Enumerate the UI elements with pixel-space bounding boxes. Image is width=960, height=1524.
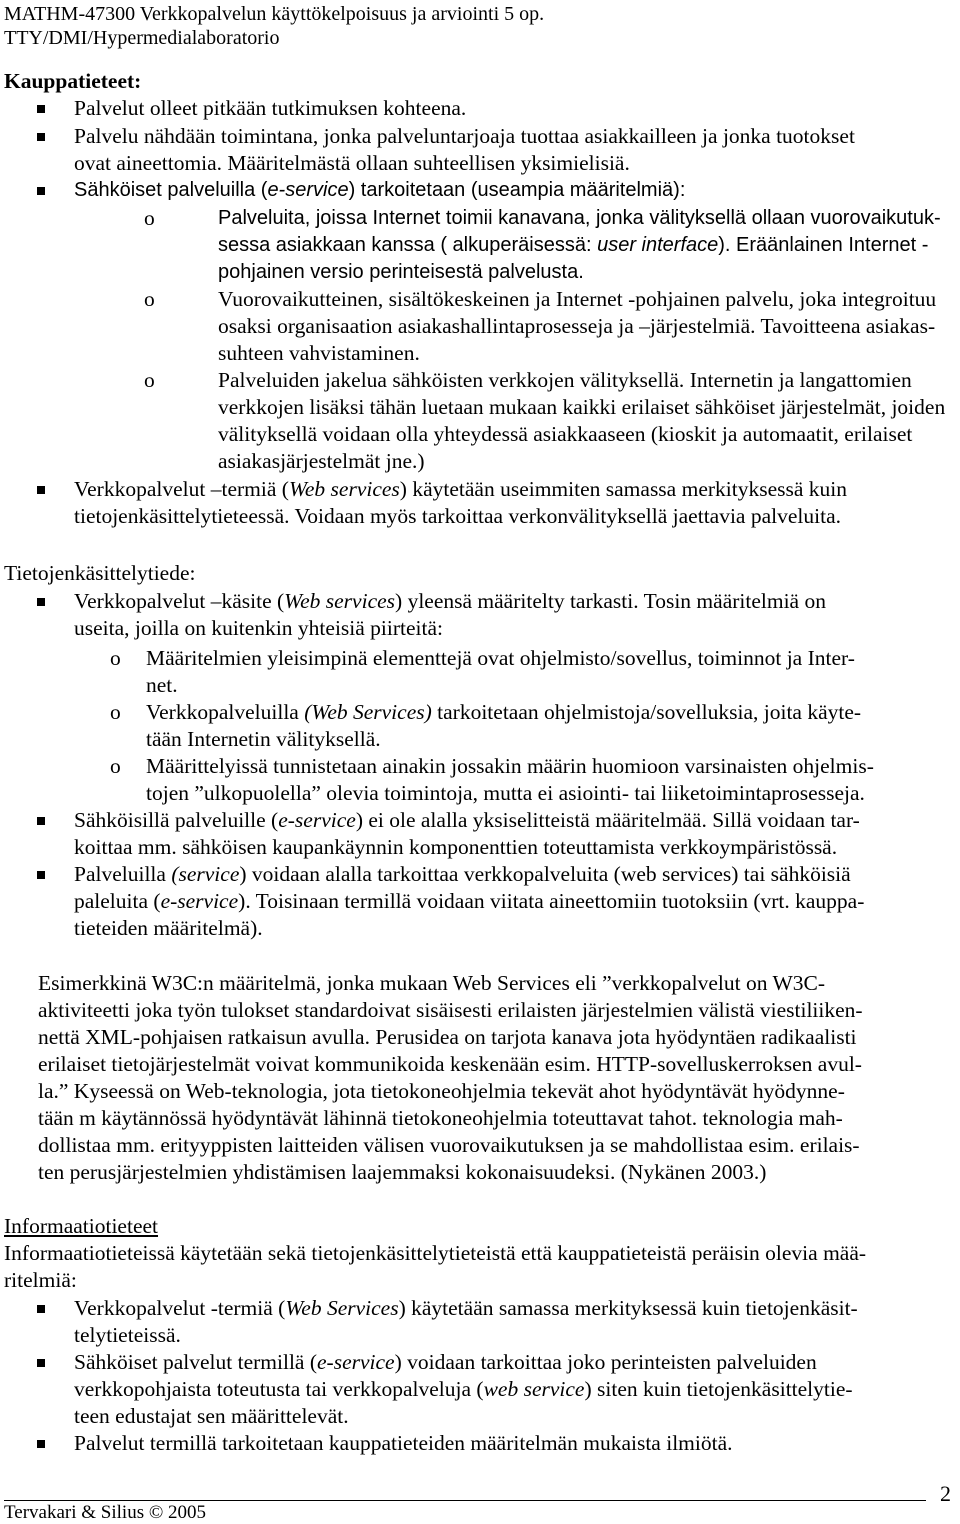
sub-item: Vuorovaikutteinen, sisältökeskeinen ja Internet -pohjainen palvelu, joka integroituu [218, 287, 937, 311]
sub-item-cont: sessa asiakkaan kanssa ( alkuperäisessä: user interface). Eräänlainen Internet - [218, 234, 929, 256]
list-item: Verkkopalvelut –termiä (Web services) käytetään useimmiten samassa merkityksessä kuin [74, 477, 848, 501]
sub-item-cont: pohjainen versio perinteisestä palvelusta. [218, 261, 584, 283]
bullet-square-icon [37, 871, 45, 879]
sub-bullet-o: o [144, 368, 155, 392]
list-item-cont: useita, joilla on kuitenkin yhteisiä piirteitä: [74, 616, 444, 640]
sub-item-cont: asiakasjärjestelmät jne.) [218, 449, 425, 473]
sub-item-cont: suhteen vahvistaminen. [218, 341, 420, 365]
sub-item-cont: tään Internetin välityksellä. [146, 727, 381, 751]
list-item: Verkkopalvelut -termiä (Web Services) käytetään samassa merkityksessä kuin tietojenkäsit- [74, 1296, 858, 1320]
sub-bullet-o: o [110, 754, 121, 778]
sub-item: Palveluita, joissa Internet toimii kanavana, jonka välityksellä ollaan vuorovaikutuk- [218, 207, 941, 229]
paragraph-line: la.” Kyseessä on Web-teknologia, jota tietokoneohjelmia tekevät ahot hyödyntävät hyödynne- [38, 1079, 845, 1103]
bullet-square-icon [37, 1440, 45, 1448]
sub-bullet-o: o [110, 646, 121, 670]
page-number: 2 [940, 1481, 951, 1506]
list-item: Palveluilla (service) voidaan alalla tarkoittaa verkkopalveluita (web services) tai sähköisiä [74, 862, 851, 886]
bullet-square-icon [37, 133, 45, 141]
sub-item-cont: välityksellä voidaan olla yhteydessä asiakkaaseen (kioskit ja automaatit, erilaiset [218, 422, 913, 446]
sub-item-cont: tojen ”ulkopuolella” olevia toimintoja, mutta ei asiointi- tai liiketoimintaprosesseja. [146, 781, 865, 805]
paragraph-line: aktiviteetti joka työn tulokset standardoivat sisäisesti erilaisten järjestelmien välistä viestiliiken- [38, 998, 863, 1022]
bullet-square-icon [37, 598, 45, 606]
list-item: Sähköisillä palveluille (e-service) ei ole alalla yksiselitteistä määritelmää. Sillä voidaan tar- [74, 808, 860, 832]
bullet-square-icon [37, 1359, 45, 1367]
footer-divider [4, 1500, 926, 1501]
list-item: Palvelut termillä tarkoitetaan kauppatieteiden määritelmän mukaista ilmiötä. [74, 1431, 733, 1455]
bullet-square-icon [37, 486, 45, 494]
sub-item-cont: osaksi organisaation asiakashallintaprosesseja ja –järjestelmiä. Tavoitteena asiakas- [218, 314, 936, 338]
course-title: MATHM-47300 Verkkopalvelun käyttökelpoisuus ja arviointi 5 op. [4, 3, 545, 25]
footer-authors: Tervakari & Silius © 2005 [4, 1502, 207, 1523]
paragraph-line: nettä XML-pohjaisen ratkaisun avulla. Perusidea on tarjota kanava jota hyödyntäen radikaalisti [38, 1025, 857, 1049]
list-item-cont: ovat aineettomia. Määritelmästä ollaan suhteellisen yksimielisiä. [74, 151, 630, 175]
paragraph-line: erilaiset tietojärjestelmät voivat kommunikoida keskenään esim. HTTP-sovelluskerroksen avul- [38, 1052, 862, 1076]
sub-item-cont: verkkojen lisäksi tähän luetaan mukaan kaikki erilaiset sähköiset järjestelmät, joiden [218, 395, 946, 419]
bullet-square-icon [37, 817, 45, 825]
paragraph-line: dollistaa mm. erityyppisten laitteiden välisen vuorovaikutuksen ja se mahdollistaa esim. erilais- [38, 1133, 860, 1157]
list-item-cont: telytieteissä. [74, 1323, 181, 1347]
sub-item: Palveluiden jakelua sähköisten verkkojen välityksellä. Internetin ja langattomien [218, 368, 912, 392]
sub-item: Verkkopalveluilla (Web Services) tarkoitetaan ohjelmistoja/sovelluksia, joita käyte- [146, 700, 862, 724]
bullet-square-icon [37, 105, 45, 113]
sub-bullet-o: o [144, 287, 155, 311]
section-heading-kauppatieteet: Kauppatieteet: [4, 69, 142, 93]
list-item-cont: verkkopohjaista toteutusta tai verkkopalveluja (web service) siten kuin tietojenkäsittelytie- [74, 1377, 853, 1401]
paragraph-line: Informaatiotieteissä käytetään sekä tietojenkäsittelytieteistä että kauppatieteistä peräisin olevia mää- [4, 1241, 867, 1265]
sub-bullet-o: o [110, 700, 121, 724]
list-item: Verkkopalvelut –käsite (Web services) yleensä määritelty tarkasti. Tosin määritelmiä on [74, 589, 826, 613]
section-heading-tietojenkasittelytiede: Tietojenkäsittelytiede: [4, 561, 196, 585]
sub-item: Määrittelyissä tunnistetaan ainakin jossakin määrin huomioon varsinaisten ohjelmis- [146, 754, 874, 778]
list-item-cont: tieteiden määritelmä). [74, 916, 263, 940]
paragraph-line: Esimerkkinä W3C:n määritelmä, jonka mukaan Web Services eli ”verkkopalvelut on W3C- [38, 971, 825, 995]
sub-item-cont: net. [146, 673, 178, 697]
list-item-cont: paleluita (e-service). Toisinaan termillä voidaan viitata aineettomiin tuotoksiin (vrt. kauppa- [74, 889, 865, 913]
section-heading-informaatiotieteet: Informaatiotieteet [4, 1214, 159, 1238]
paragraph-line: tään m käytännössä hyödyntävät lähinnä tietokoneohjelmia toteuttavat tahot. teknologia mah- [38, 1106, 843, 1130]
list-item: Sähköiset palveluilla (e-service) tarkoitetaan (useampia määritelmiä): [74, 179, 686, 201]
list-item-cont: tietojenkäsittelytieteessä. Voidaan myös tarkoittaa verkonvälityksellä jaettavia palveluita. [74, 504, 841, 528]
list-item: Sähköiset palvelut termillä (e-service) voidaan tarkoittaa joko perinteisten palveluiden [74, 1350, 817, 1374]
department: TTY/DMI/Hypermedialaboratorio [4, 27, 280, 49]
sub-bullet-o: o [144, 206, 155, 230]
list-item-cont: teen edustajat sen määrittelevät. [74, 1404, 349, 1428]
bullet-square-icon [37, 1305, 45, 1313]
list-item: Palvelu nähdään toimintana, jonka palveluntarjoaja tuottaa asiakkailleen ja jonka tuotokset [74, 124, 855, 148]
list-item: Palvelut olleet pitkään tutkimuksen kohteena. [74, 96, 467, 120]
sub-item: Määritelmien yleisimpinä elementtejä ovat ohjelmisto/sovellus, toiminnot ja Inter- [146, 646, 855, 670]
bullet-square-icon [37, 187, 45, 195]
paragraph-line: ten perusjärjestelmien yhdistämisen laajemmaksi kokonaisuudeksi. (Nykänen 2003.) [38, 1160, 767, 1184]
list-item-cont: koittaa mm. sähköisen kaupankäynnin komponenttien toteuttamista verkkoympäristössä. [74, 835, 838, 859]
paragraph-line: ritelmiä: [4, 1268, 77, 1292]
